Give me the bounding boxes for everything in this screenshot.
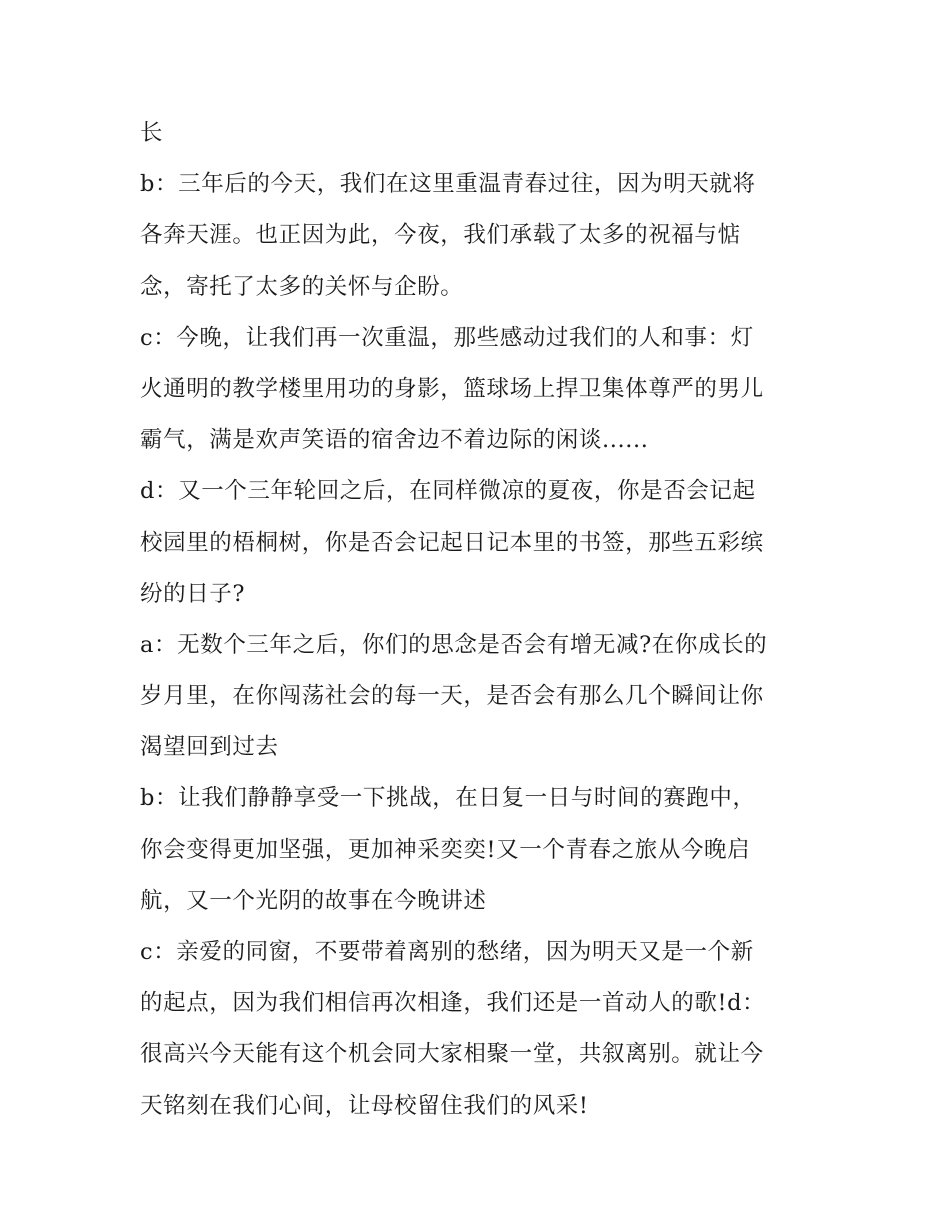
document-body: [140, 108, 830, 1132]
text-line: 校园里的梧桐树，你是否会记起日记本里的书签，那些五彩缤: [140, 529, 764, 556]
text-line: b：三年后的今天，我们在这里重温青春过往，因为明天就将: [140, 171, 756, 198]
text-line: 霸气，满是欢声笑语的宿舍边不着边际的闲谈......: [140, 427, 649, 454]
text-line: 的起点，因为我们相信再次相逢，我们还是一首动人的歌!d：: [140, 990, 766, 1017]
text-line: 航，又一个光阴的故事在今晚讲述: [140, 887, 487, 914]
text-line: 火通明的教学楼里用功的身影，篮球场上捍卫集体尊严的男儿: [140, 375, 764, 402]
text-line: 各奔天涯。也正因为此，今夜，我们承载了太多的祝福与惦: [140, 222, 741, 249]
text-line: c：亲爱的同窗，不要带着离别的愁绪，因为明天又是一个新: [140, 939, 754, 965]
text-line: 很高兴今天能有这个机会同大家相聚一堂，共叙离别。就让今: [140, 1041, 764, 1068]
text-line: a：无数个三年之后，你们的思念是否会有增无减?在你成长的: [140, 631, 768, 658]
text-line: d：又一个三年轮回之后，在同样微凉的夏夜，你是否会记起: [140, 478, 756, 505]
text-line: c：今晚，让我们再一次重温，那些感动过我们的人和事：灯: [140, 324, 754, 351]
text-line: 纷的日子?: [140, 580, 246, 607]
text-line: 岁月里，在你闯荡社会的每一天，是否会有那么几个瞬间让你: [140, 683, 764, 710]
text-line: 长: [140, 120, 164, 146]
text-line: 念，寄托了太多的关怀与企盼。: [140, 273, 464, 300]
text-line: b：让我们静静享受一下挑战，在日复一日与时间的赛跑中，: [140, 785, 756, 812]
text-line: 天铭刻在我们心间，让母校留住我们的风采!: [140, 1092, 589, 1119]
text-line: 你会变得更加坚强，更加神采奕奕!又一个青春之旅从今晚启: [140, 836, 751, 863]
text-line: 渴望回到过去: [140, 734, 279, 761]
